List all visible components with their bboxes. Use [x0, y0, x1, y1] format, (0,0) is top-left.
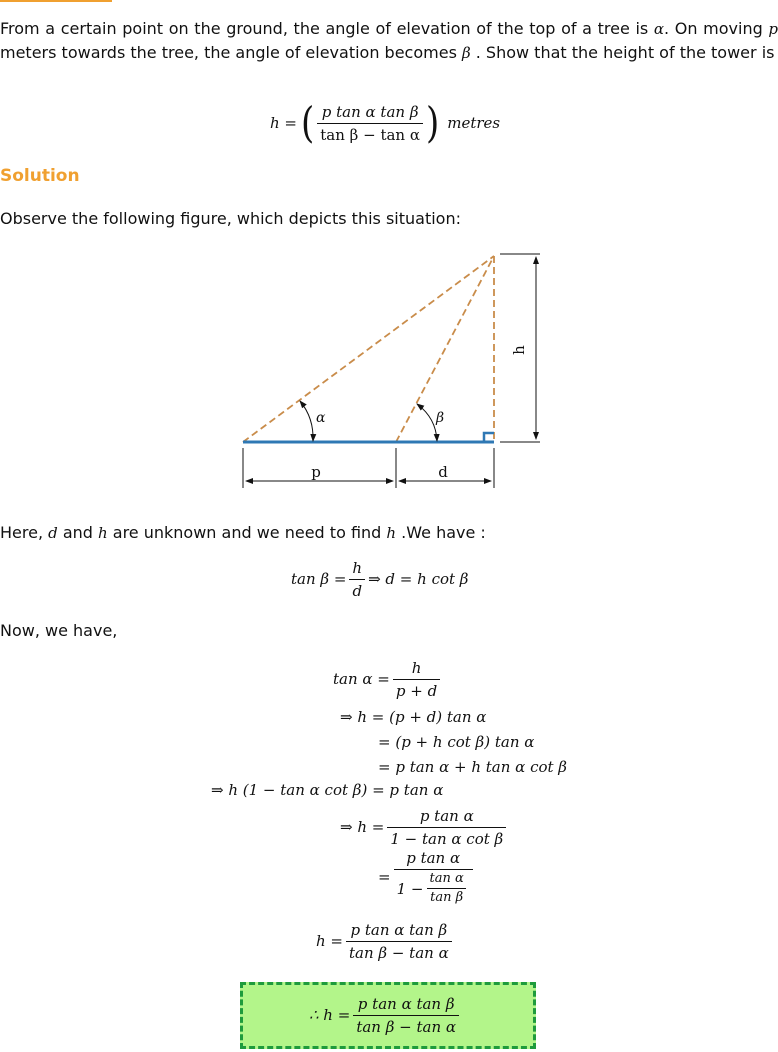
- derivation-l1-lhs: tan α =: [333, 670, 390, 688]
- here-text-1: Here,: [0, 523, 49, 542]
- eq-tan-beta: [291, 556, 468, 602]
- derivation-l7-den: [394, 869, 473, 905]
- derivation-line-7: [378, 850, 476, 904]
- derivation-l6-den: 1 − tan α cot β: [387, 827, 506, 848]
- derivation-l7-lhs: =: [378, 868, 391, 886]
- eq-tan-beta-num: h: [352, 558, 363, 577]
- derivation-l1-fraction: [393, 659, 440, 700]
- result-num: p tan α tan β: [350, 920, 448, 939]
- derivation-line-1: [333, 656, 443, 702]
- top-accent-rule: [0, 0, 112, 2]
- sight-line-beta: [396, 256, 494, 442]
- here-text: [0, 521, 778, 545]
- here-text-2: and: [57, 523, 99, 542]
- alpha-label: α: [316, 410, 326, 426]
- given-formula-denominator: tan β − tan α: [317, 123, 423, 144]
- derivation-l7-inner-num: tan α: [429, 871, 464, 886]
- eq-tan-beta-rhs: ⇒ d = h cot β: [368, 570, 469, 588]
- final-answer-box: [240, 982, 536, 1049]
- given-formula-numerator: p tan α tan β: [321, 102, 419, 121]
- triangle-figure: [230, 240, 550, 492]
- final-answer-lhs: ∴ h =: [309, 1006, 351, 1024]
- derivation-l7-inner-den: tan β: [427, 888, 466, 905]
- left-paren: (: [301, 98, 315, 148]
- now-text: Now, we have,: [0, 621, 118, 640]
- final-answer-equation: [309, 992, 462, 1038]
- problem-text-1: From a certain point on the ground, the angle of elevation of the top of a tree is: [0, 19, 654, 38]
- here-h: h: [98, 524, 108, 542]
- here-d: d: [48, 524, 58, 542]
- here-text-3: are unknown and we need to find: [107, 523, 387, 542]
- derivation-l6-lhs: ⇒ h =: [340, 818, 385, 836]
- eq-tan-beta-lhs: tan β =: [291, 570, 347, 588]
- d-label: d: [438, 463, 448, 481]
- problem-beta: β: [461, 44, 471, 62]
- derivation-line-5: ⇒ h (1 − tan α cot β) = p tan α: [211, 781, 444, 799]
- given-formula-unit: metres: [447, 114, 501, 132]
- result-den: tan β − tan α: [346, 941, 452, 962]
- derivation-line-3: = (p + h cot β) tan α: [378, 733, 535, 751]
- given-formula-lhs: h =: [270, 114, 297, 132]
- alpha-arc: [300, 401, 313, 441]
- result-equation: [316, 918, 455, 964]
- derivation-l7-num: p tan α: [406, 849, 461, 867]
- final-answer-den: tan β − tan α: [353, 1015, 459, 1036]
- result-lhs: h =: [316, 932, 343, 950]
- derivation-l7-fraction: [394, 849, 473, 905]
- here-text-4: .We have :: [396, 523, 486, 542]
- h-label: h: [510, 345, 528, 355]
- problem-text-4: . Show that the height of the tower is: [470, 43, 775, 62]
- p-label: p: [311, 463, 321, 481]
- derivation-l6-fraction: [387, 807, 506, 848]
- derivation-line-6: [340, 804, 509, 850]
- final-answer-fraction: [353, 995, 459, 1036]
- derivation-l7-den-prefix: 1 −: [396, 879, 424, 898]
- given-formula: [270, 98, 500, 148]
- eq-tan-beta-fraction: [349, 559, 365, 600]
- solution-heading: Solution: [0, 166, 80, 186]
- problem-p: p: [768, 20, 778, 38]
- problem-statement: [0, 17, 778, 65]
- derivation-line-2: ⇒ h = (p + d) tan α: [340, 708, 487, 726]
- derivation-line-4: = p tan α + h tan α cot β: [378, 758, 567, 776]
- derivation-l1-num: h: [411, 658, 422, 677]
- problem-alpha: α: [653, 20, 665, 38]
- right-paren: ): [425, 98, 440, 148]
- result-fraction: [346, 921, 452, 962]
- here-h2: h: [386, 524, 397, 542]
- beta-arc: [417, 404, 437, 441]
- eq-tan-beta-den: d: [349, 579, 365, 600]
- derivation-l7-inner-fraction: [426, 872, 466, 905]
- derivation-l1-den: p + d: [393, 679, 440, 700]
- problem-text-3: meters towards the tree, the angle of elevation becomes: [0, 43, 462, 62]
- derivation-l6-num: p tan α: [419, 806, 474, 825]
- sight-line-alpha: [243, 256, 494, 442]
- given-formula-fraction: [317, 103, 423, 144]
- final-answer-num: p tan α tan β: [357, 994, 455, 1013]
- observe-text: Observe the following figure, which depicts this situation:: [0, 209, 461, 228]
- beta-label: β: [436, 410, 445, 426]
- problem-text-2: . On moving: [664, 19, 769, 38]
